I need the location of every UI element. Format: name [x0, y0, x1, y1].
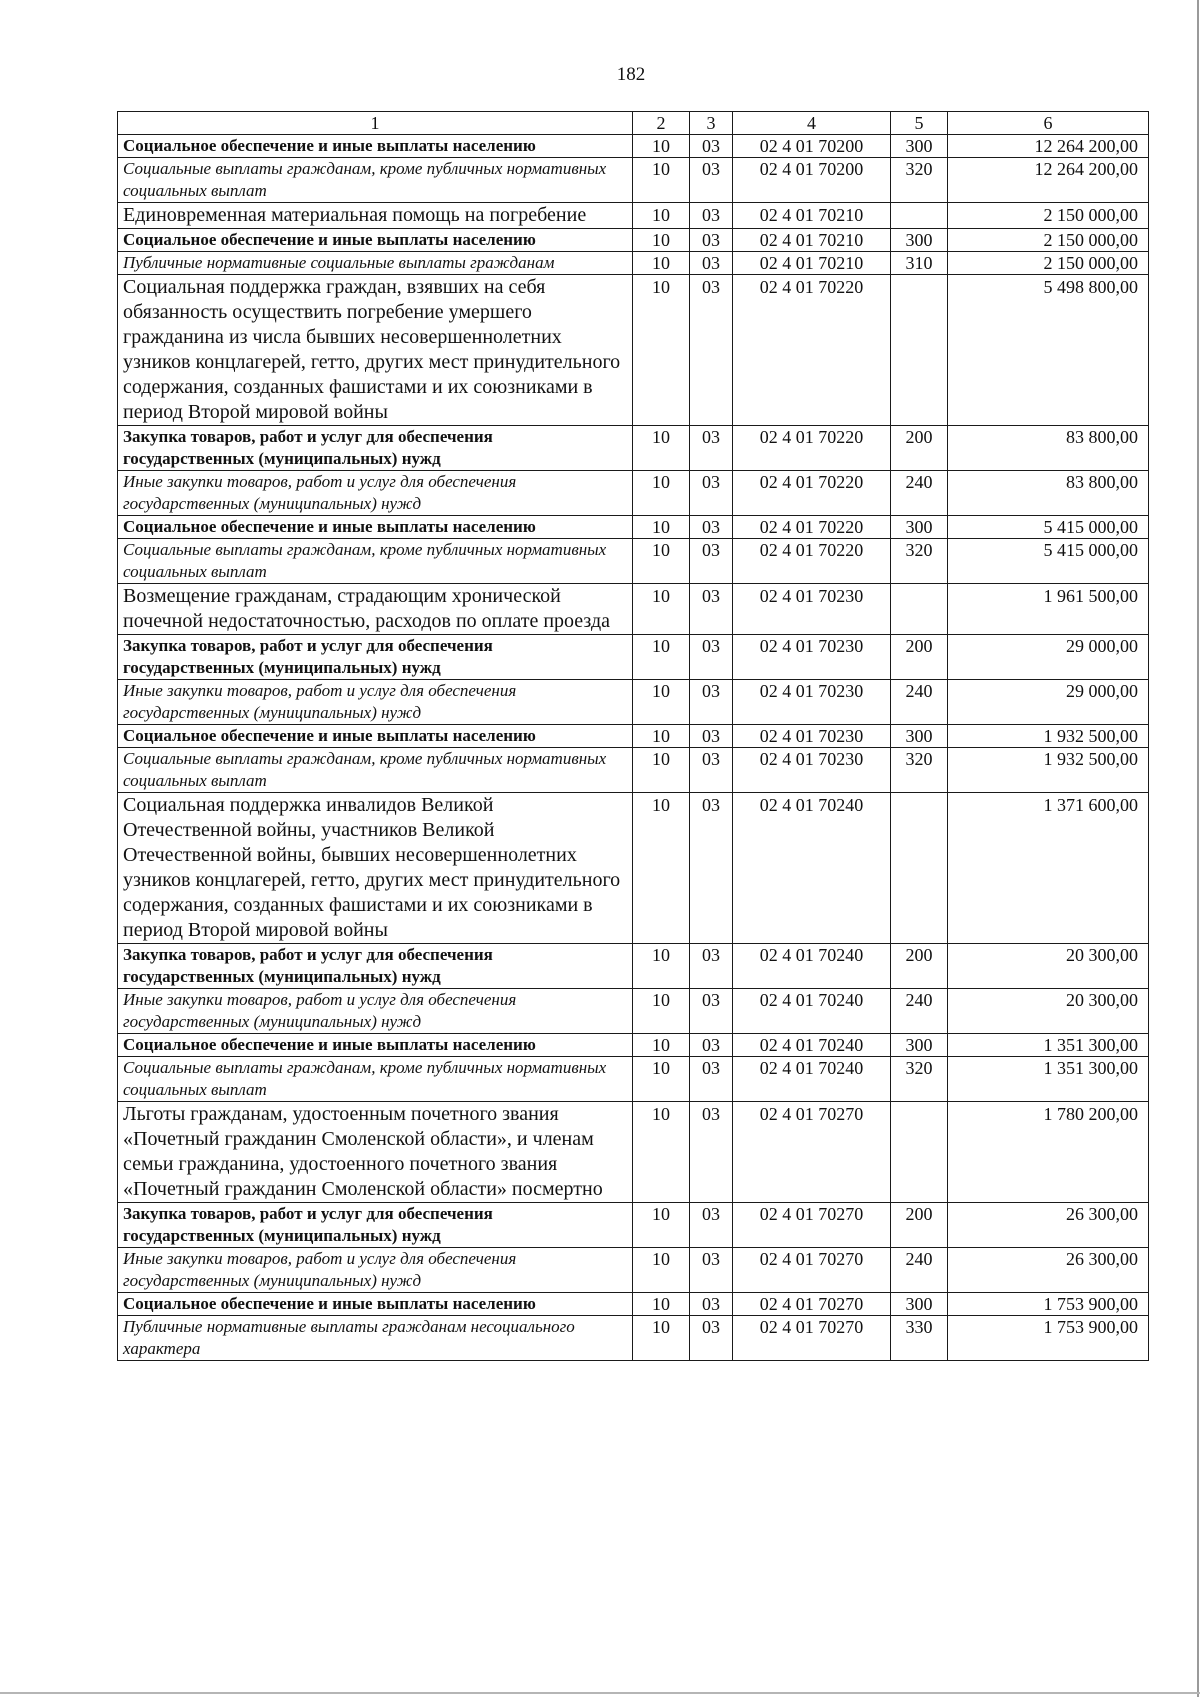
target-article-cell: 02 4 01 70210: [733, 252, 891, 275]
amount-cell: 1 961 500,00: [948, 584, 1149, 635]
expense-type-cell: 240: [891, 989, 948, 1034]
column-header: 4: [733, 112, 891, 135]
expense-type-cell: 200: [891, 635, 948, 680]
subsection-code-cell: 03: [690, 748, 733, 793]
target-article-cell: 02 4 01 70270: [733, 1102, 891, 1203]
amount-cell: 1 753 900,00: [948, 1293, 1149, 1316]
section-code-cell: 10: [633, 229, 690, 252]
section-code-cell: 10: [633, 1248, 690, 1293]
section-code-cell: 10: [633, 1034, 690, 1057]
row-name-cell: Иные закупки товаров, работ и услуг для обеспечения государственных (муниципальных) нужд: [118, 989, 633, 1034]
expense-type-cell: 200: [891, 426, 948, 471]
subsection-code-cell: 03: [690, 252, 733, 275]
subsection-code-cell: 03: [690, 539, 733, 584]
scan-edge: [0, 1692, 1200, 1694]
row-name-cell: Возмещение гражданам, страдающим хронической почечной недостаточностью, расходов по оплате проезда: [118, 584, 633, 635]
amount-cell: 20 300,00: [948, 989, 1149, 1034]
subsection-code-cell: 03: [690, 680, 733, 725]
section-code-cell: 10: [633, 725, 690, 748]
subsection-code-cell: 03: [690, 944, 733, 989]
amount-cell: 83 800,00: [948, 426, 1149, 471]
scan-edge: [1197, 0, 1199, 1697]
section-code-cell: 10: [633, 158, 690, 203]
target-article-cell: 02 4 01 70240: [733, 944, 891, 989]
expense-type-cell: 240: [891, 471, 948, 516]
subsection-code-cell: 03: [690, 1316, 733, 1361]
subsection-code-cell: 03: [690, 471, 733, 516]
table-row: [118, 1203, 1149, 1248]
row-name-cell: Социальное обеспечение и иные выплаты населению: [118, 135, 633, 158]
expense-type-cell: 300: [891, 725, 948, 748]
expense-type-cell: 240: [891, 680, 948, 725]
subsection-code-cell: 03: [690, 1248, 733, 1293]
expense-type-cell: [891, 584, 948, 635]
table-row: [118, 203, 1149, 229]
amount-cell: 1 351 300,00: [948, 1057, 1149, 1102]
subsection-code-cell: 03: [690, 203, 733, 229]
target-article-cell: 02 4 01 70240: [733, 1057, 891, 1102]
expense-type-cell: 310: [891, 252, 948, 275]
row-name-cell: Социальные выплаты гражданам, кроме публичных нормативных социальных выплат: [118, 158, 633, 203]
target-article-cell: 02 4 01 70200: [733, 135, 891, 158]
table-row: [118, 680, 1149, 725]
section-code-cell: 10: [633, 252, 690, 275]
row-name-cell: Публичные нормативные социальные выплаты гражданам: [118, 252, 633, 275]
section-code-cell: 10: [633, 989, 690, 1034]
row-name-cell: Социальные выплаты гражданам, кроме публичных нормативных социальных выплат: [118, 748, 633, 793]
amount-cell: 29 000,00: [948, 635, 1149, 680]
expense-type-cell: 330: [891, 1316, 948, 1361]
table-row: [118, 252, 1149, 275]
subsection-code-cell: 03: [690, 1034, 733, 1057]
target-article-cell: 02 4 01 70220: [733, 275, 891, 426]
table-body: [118, 135, 1149, 1361]
table-row: [118, 1316, 1149, 1361]
row-name-cell: Иные закупки товаров, работ и услуг для обеспечения государственных (муниципальных) нужд: [118, 1248, 633, 1293]
table-row: [118, 516, 1149, 539]
section-code-cell: 10: [633, 1293, 690, 1316]
target-article-cell: 02 4 01 70200: [733, 158, 891, 203]
target-article-cell: 02 4 01 70210: [733, 203, 891, 229]
expense-type-cell: [891, 793, 948, 944]
subsection-code-cell: 03: [690, 229, 733, 252]
table-header-row: [118, 112, 1149, 135]
amount-cell: 1 371 600,00: [948, 793, 1149, 944]
section-code-cell: 10: [633, 1203, 690, 1248]
expense-type-cell: [891, 203, 948, 229]
table-row: [118, 1034, 1149, 1057]
expense-type-cell: 300: [891, 1293, 948, 1316]
row-name-cell: Социальные выплаты гражданам, кроме публичных нормативных социальных выплат: [118, 539, 633, 584]
row-name-cell: Единовременная материальная помощь на погребение: [118, 203, 633, 229]
table-row: [118, 426, 1149, 471]
amount-cell: 26 300,00: [948, 1248, 1149, 1293]
expense-type-cell: 240: [891, 1248, 948, 1293]
amount-cell: 20 300,00: [948, 944, 1149, 989]
amount-cell: 2 150 000,00: [948, 203, 1149, 229]
amount-cell: 5 415 000,00: [948, 516, 1149, 539]
table-row: [118, 229, 1149, 252]
table-row: [118, 135, 1149, 158]
subsection-code-cell: 03: [690, 1203, 733, 1248]
section-code-cell: 10: [633, 1316, 690, 1361]
column-header: 3: [690, 112, 733, 135]
target-article-cell: 02 4 01 70240: [733, 1034, 891, 1057]
amount-cell: 5 415 000,00: [948, 539, 1149, 584]
amount-cell: 12 264 200,00: [948, 135, 1149, 158]
table-row: [118, 1057, 1149, 1102]
subsection-code-cell: 03: [690, 1102, 733, 1203]
section-code-cell: 10: [633, 584, 690, 635]
row-name-cell: Публичные нормативные выплаты гражданам несоциального характера: [118, 1316, 633, 1361]
section-code-cell: 10: [633, 1057, 690, 1102]
column-header: 2: [633, 112, 690, 135]
subsection-code-cell: 03: [690, 275, 733, 426]
target-article-cell: 02 4 01 70230: [733, 584, 891, 635]
row-name-cell: Закупка товаров, работ и услуг для обеспечения государственных (муниципальных) нужд: [118, 944, 633, 989]
section-code-cell: 10: [633, 426, 690, 471]
amount-cell: 26 300,00: [948, 1203, 1149, 1248]
expense-type-cell: [891, 275, 948, 426]
row-name-cell: Закупка товаров, работ и услуг для обеспечения государственных (муниципальных) нужд: [118, 426, 633, 471]
target-article-cell: 02 4 01 70240: [733, 793, 891, 944]
expense-type-cell: 320: [891, 748, 948, 793]
section-code-cell: 10: [633, 680, 690, 725]
column-header: 6: [948, 112, 1149, 135]
target-article-cell: 02 4 01 70270: [733, 1203, 891, 1248]
amount-cell: 2 150 000,00: [948, 252, 1149, 275]
section-code-cell: 10: [633, 516, 690, 539]
subsection-code-cell: 03: [690, 725, 733, 748]
expense-type-cell: [891, 1102, 948, 1203]
table-row: [118, 748, 1149, 793]
expense-type-cell: 320: [891, 539, 948, 584]
target-article-cell: 02 4 01 70230: [733, 725, 891, 748]
subsection-code-cell: 03: [690, 516, 733, 539]
target-article-cell: 02 4 01 70240: [733, 989, 891, 1034]
amount-cell: 83 800,00: [948, 471, 1149, 516]
subsection-code-cell: 03: [690, 635, 733, 680]
row-name-cell: Социальное обеспечение и иные выплаты населению: [118, 1034, 633, 1057]
row-name-cell: Иные закупки товаров, работ и услуг для обеспечения государственных (муниципальных) нужд: [118, 680, 633, 725]
expense-type-cell: 300: [891, 229, 948, 252]
subsection-code-cell: 03: [690, 158, 733, 203]
expense-type-cell: 300: [891, 135, 948, 158]
section-code-cell: 10: [633, 471, 690, 516]
section-code-cell: 10: [633, 635, 690, 680]
amount-cell: 1 932 500,00: [948, 748, 1149, 793]
subsection-code-cell: 03: [690, 1293, 733, 1316]
column-header: 1: [118, 112, 633, 135]
target-article-cell: 02 4 01 70270: [733, 1316, 891, 1361]
target-article-cell: 02 4 01 70220: [733, 426, 891, 471]
target-article-cell: 02 4 01 70220: [733, 471, 891, 516]
table-row: [118, 793, 1149, 944]
table-row: [118, 989, 1149, 1034]
section-code-cell: 10: [633, 748, 690, 793]
page-number: 182: [616, 64, 646, 85]
target-article-cell: 02 4 01 70220: [733, 539, 891, 584]
table-row: [118, 1293, 1149, 1316]
table-row: [118, 275, 1149, 426]
expense-type-cell: 200: [891, 944, 948, 989]
row-name-cell: Льготы гражданам, удостоенным почетного звания «Почетный гражданин Смоленской области», и членам семьи гражданина, удостоенного почетного звания «Почетный гражданин Смоленской области» посмертно: [118, 1102, 633, 1203]
amount-cell: 1 351 300,00: [948, 1034, 1149, 1057]
table-row: [118, 725, 1149, 748]
subsection-code-cell: 03: [690, 426, 733, 471]
amount-cell: 1 932 500,00: [948, 725, 1149, 748]
subsection-code-cell: 03: [690, 989, 733, 1034]
row-name-cell: Социальная поддержка инвалидов Великой Отечественной войны, участников Великой Отечественной войны, бывших несовершеннолетних узников концлагерей, гетто, других мест принудительного содержания, созданных фашистами и их союзниками в период Второй мировой войны: [118, 793, 633, 944]
section-code-cell: 10: [633, 203, 690, 229]
section-code-cell: 10: [633, 275, 690, 426]
amount-cell: 1 753 900,00: [948, 1316, 1149, 1361]
expense-type-cell: 300: [891, 1034, 948, 1057]
subsection-code-cell: 03: [690, 135, 733, 158]
section-code-cell: 10: [633, 944, 690, 989]
table-row: [118, 584, 1149, 635]
expense-type-cell: 300: [891, 516, 948, 539]
target-article-cell: 02 4 01 70230: [733, 635, 891, 680]
expense-type-cell: 320: [891, 158, 948, 203]
row-name-cell: Социальное обеспечение и иные выплаты населению: [118, 516, 633, 539]
section-code-cell: 10: [633, 793, 690, 944]
row-name-cell: Социальное обеспечение и иные выплаты населению: [118, 1293, 633, 1316]
table-row: [118, 944, 1149, 989]
budget-table: [117, 111, 1149, 1361]
table-row: [118, 471, 1149, 516]
target-article-cell: 02 4 01 70270: [733, 1248, 891, 1293]
table-row: [118, 539, 1149, 584]
amount-cell: 1 780 200,00: [948, 1102, 1149, 1203]
table-row: [118, 158, 1149, 203]
target-article-cell: 02 4 01 70210: [733, 229, 891, 252]
target-article-cell: 02 4 01 70230: [733, 680, 891, 725]
target-article-cell: 02 4 01 70230: [733, 748, 891, 793]
row-name-cell: Социальное обеспечение и иные выплаты населению: [118, 725, 633, 748]
amount-cell: 12 264 200,00: [948, 158, 1149, 203]
target-article-cell: 02 4 01 70220: [733, 516, 891, 539]
expense-type-cell: 200: [891, 1203, 948, 1248]
amount-cell: 5 498 800,00: [948, 275, 1149, 426]
subsection-code-cell: 03: [690, 1057, 733, 1102]
row-name-cell: Социальное обеспечение и иные выплаты населению: [118, 229, 633, 252]
expense-type-cell: 320: [891, 1057, 948, 1102]
section-code-cell: 10: [633, 1102, 690, 1203]
row-name-cell: Социальная поддержка граждан, взявших на себя обязанность осуществить погребение умершего гражданина из числа бывших несовершеннолетних узников концлагерей, гетто, других мест принудительного содержания, созданных фашистами и их союзниками в период Второй мировой войны: [118, 275, 633, 426]
section-code-cell: 10: [633, 539, 690, 584]
column-header: 5: [891, 112, 948, 135]
table-row: [118, 635, 1149, 680]
row-name-cell: Социальные выплаты гражданам, кроме публичных нормативных социальных выплат: [118, 1057, 633, 1102]
amount-cell: 2 150 000,00: [948, 229, 1149, 252]
table-row: [118, 1248, 1149, 1293]
amount-cell: 29 000,00: [948, 680, 1149, 725]
section-code-cell: 10: [633, 135, 690, 158]
row-name-cell: Закупка товаров, работ и услуг для обеспечения государственных (муниципальных) нужд: [118, 635, 633, 680]
subsection-code-cell: 03: [690, 793, 733, 944]
row-name-cell: Иные закупки товаров, работ и услуг для обеспечения государственных (муниципальных) нужд: [118, 471, 633, 516]
row-name-cell: Закупка товаров, работ и услуг для обеспечения государственных (муниципальных) нужд: [118, 1203, 633, 1248]
table-row: [118, 1102, 1149, 1203]
target-article-cell: 02 4 01 70270: [733, 1293, 891, 1316]
subsection-code-cell: 03: [690, 584, 733, 635]
